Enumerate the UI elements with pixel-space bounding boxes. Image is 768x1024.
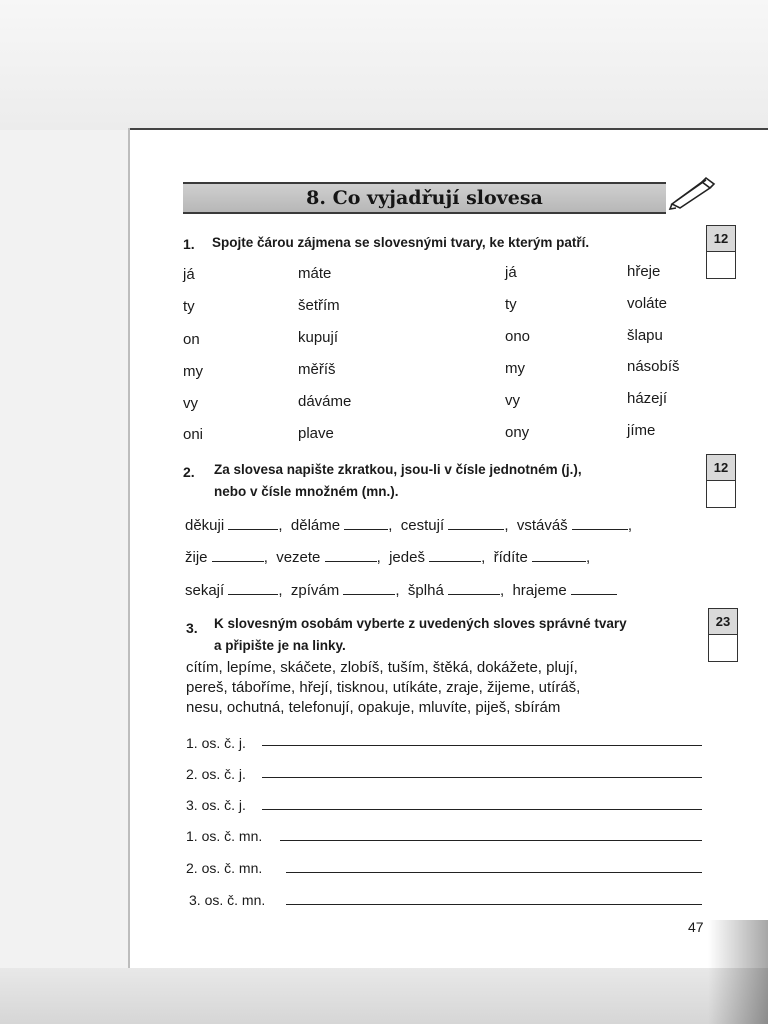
exercise-3-score-max: 23 (709, 609, 737, 635)
verb-left: šetřím (298, 297, 340, 314)
verb-right: házejí (627, 390, 668, 407)
exercise-2-score-max: 12 (707, 455, 735, 481)
answer-blank[interactable] (325, 547, 377, 562)
verb-right: šlapu (627, 327, 663, 344)
answer-blank[interactable] (572, 515, 628, 530)
pencil-icon (668, 174, 716, 210)
pronoun-right: ty (505, 296, 517, 313)
verb-list-line: pereš, táboříme, hřejí, tisknou, utíkáte, zraje, žijeme, utíráš, (186, 679, 581, 696)
exercise-3-score-box (708, 608, 738, 662)
verb-list (186, 658, 702, 718)
exercise-2-number: 2. (183, 464, 195, 480)
verb-list-line: nesu, ochutná, telefonují, opakuje, mluvíte, piješ, sbírám (186, 699, 561, 716)
verb-left: máte (298, 265, 332, 282)
answer-line[interactable] (262, 745, 702, 746)
exercise-1-score-max: 12 (707, 226, 735, 252)
exercise-2-instruction-line1: Za slovesa napište zkratkou, jsou-li v čísle jednotném (j.), (214, 462, 582, 477)
answer-blank[interactable] (429, 547, 481, 562)
verb-left: dáváme (298, 393, 352, 410)
verb-left: měříš (298, 361, 336, 378)
pronoun-left: já (183, 266, 195, 283)
exercise-1-score-box (706, 225, 736, 279)
verb-word: sekají (185, 582, 225, 599)
answer-line[interactable] (286, 904, 702, 905)
pronoun-right: já (505, 264, 517, 281)
pronoun-right: vy (505, 392, 520, 409)
pronoun-left: vy (183, 395, 198, 412)
exercise-1-instruction: Spojte čárou zájmena se slovesnými tvary, ke kterým patří. (212, 235, 590, 250)
verb-word: šplhá (407, 582, 444, 599)
page-number: 47 (688, 919, 704, 935)
pronoun-right: my (505, 360, 525, 377)
verb-word: jedeš (389, 549, 425, 566)
verb-word: děkuji (185, 517, 225, 534)
answer-blank[interactable] (571, 580, 617, 595)
person-label: 3. os. č. j. (186, 797, 246, 813)
verb-number-row: sekají , zpívám , šplhá , hrajeme (185, 580, 617, 599)
pronoun-left: ty (183, 298, 195, 315)
pronoun-left: oni (183, 426, 204, 443)
person-label: 2. os. č. j. (186, 766, 246, 782)
verb-word: zpívám (290, 582, 340, 599)
pronoun-left: my (183, 363, 203, 380)
answer-line[interactable] (280, 840, 702, 841)
exercise-3-number: 3. (186, 620, 198, 636)
answer-line[interactable] (286, 872, 702, 873)
verb-word: vezete (276, 549, 321, 566)
verb-word: děláme (290, 517, 341, 534)
answer-blank[interactable] (228, 580, 278, 595)
verb-list-line: cítím, lepíme, skáčete, zlobíš, tuším, štěká, dokážete, plují, (186, 659, 578, 676)
verb-word: cestují (400, 517, 445, 534)
background-shadow (708, 920, 768, 1024)
answer-blank[interactable] (448, 515, 504, 530)
verb-right: jíme (627, 422, 656, 439)
verb-word: hrajeme (512, 582, 567, 599)
verb-right: násobíš (627, 358, 680, 375)
answer-line[interactable] (262, 809, 702, 810)
verb-word: řídíte (493, 549, 528, 566)
verb-left: plave (298, 425, 334, 442)
answer-blank[interactable] (448, 580, 500, 595)
exercise-3-instruction-line2: a připište je na linky. (214, 638, 346, 653)
answer-blank[interactable] (343, 580, 395, 595)
pronoun-right: ony (505, 424, 530, 441)
answer-blank[interactable] (212, 547, 264, 562)
verb-word: žije (185, 549, 208, 566)
person-label: 1. os. č. j. (186, 735, 246, 751)
verb-right: voláte (627, 295, 668, 312)
exercise-2-score-box (706, 454, 736, 508)
verb-right: hřeje (627, 263, 661, 280)
chapter-title-bar (183, 182, 666, 214)
verb-left: kupují (298, 329, 339, 346)
exercise-3-instruction-line1: K slovesným osobám vyberte z uvedených sloves správné tvary (214, 616, 627, 631)
exercise-1-number: 1. (183, 236, 195, 252)
background-top (0, 0, 768, 130)
verb-word: vstáváš (516, 517, 568, 534)
verb-number-row: děkuji , děláme , cestují , vstáváš , (185, 517, 633, 534)
verb-number-row: žije , vezete , jedeš , řídíte , (185, 549, 591, 566)
pronoun-left: on (183, 331, 200, 348)
chapter-title: 8. Co vyjadřují slovesa (306, 187, 543, 209)
person-label: 3. os. č. mn. (189, 892, 266, 908)
answer-blank[interactable] (532, 547, 586, 562)
person-label: 1. os. č. mn. (186, 828, 263, 844)
answer-line[interactable] (262, 777, 702, 778)
person-label: 2. os. č. mn. (186, 860, 263, 876)
exercise-2-instruction-line2: nebo v čísle množném (mn.). (214, 484, 399, 499)
background-bottom (0, 968, 768, 1024)
answer-blank[interactable] (228, 515, 278, 530)
answer-blank[interactable] (344, 515, 388, 530)
pronoun-right: ono (505, 328, 531, 345)
